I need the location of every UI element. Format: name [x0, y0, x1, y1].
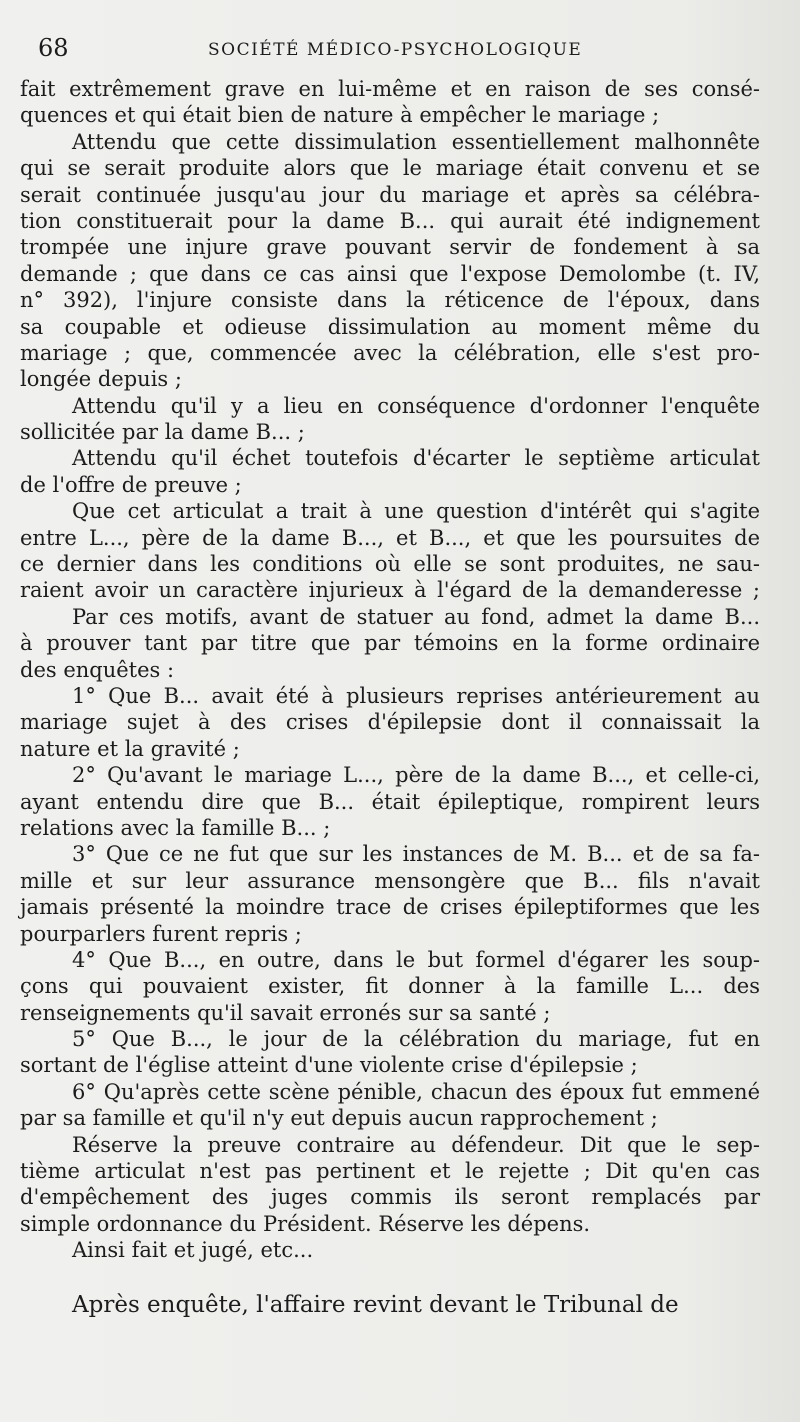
text-line: quences et qui était bien de nature à empêcher le mariage ; [20, 103, 660, 128]
text-line: mariage ; que, commencée avec la célébration, elle s'est pro- [20, 340, 760, 365]
final-line: Après enquête, l'affaire revint devant le Tribunal de [72, 1291, 679, 1318]
text-line: 3° Que ce ne fut que sur les instances de M. B... et de sa fa- [72, 842, 760, 867]
text-line: Par ces motifs, avant de statuer au fond, admet la dame B... [72, 604, 760, 629]
text-line: pourparlers furent repris ; [20, 921, 302, 946]
text-line: entre L..., père de la dame B..., et B..., et que les poursuites de [20, 525, 760, 550]
text-line: 5° Que B..., le jour de la célébration du mariage, fut en [72, 1027, 760, 1052]
running-head: SOCIÉTÉ MÉDICO-PSYCHOLOGIQUE [208, 40, 583, 60]
text-line: 4° Que B..., en outre, dans le but formel d'égarer les soup- [72, 947, 760, 972]
text-line: 6° Qu'après cette scène pénible, chacun des époux fut emmené [72, 1079, 760, 1104]
text-line: Attendu qu'il échet toutefois d'écarter le septième articulat [72, 446, 760, 471]
text-line: longée depuis ; [20, 367, 182, 392]
page-header [38, 30, 778, 70]
text-line: relations avec la famille B... ; [20, 815, 331, 840]
text-line: Que cet articulat a trait à une question d'intérêt qui s'agite [72, 499, 760, 524]
text-line: des enquêtes : [20, 657, 175, 682]
text-line: demande ; que dans ce cas ainsi que l'expose Demolombe (t. IV, [20, 261, 760, 286]
text-line: fait extrêmement grave en lui-même et en raison de ses consé- [20, 77, 760, 101]
text-line: mille et sur leur assurance mensongère que B... fils n'avait [20, 868, 760, 893]
page-number: 68 [38, 34, 69, 62]
text-line: trompée une injure grave pouvant servir de fondement à sa [20, 235, 760, 260]
text-line: simple ordonnance du Président. Réserve les dépens. [20, 1211, 591, 1236]
text-line: par sa famille et qu'il n'y eut depuis aucun rapprochement ; [20, 1106, 658, 1131]
text-line: d'empêchement des juges commis ils seront remplacés par [20, 1185, 760, 1210]
text-line: ayant entendu dire que B... était épileptique, rompirent leurs [20, 789, 760, 814]
body-text [20, 76, 760, 1320]
text-line: 1° Que B... avait été à plusieurs reprises antérieurement au [72, 683, 760, 708]
text-line: jamais présenté la moindre trace de crises épileptiformes que les [20, 895, 760, 920]
text-line: Attendu qu'il y a lieu en conséquence d'ordonner l'enquête [72, 393, 760, 418]
text-line: à prouver tant par titre que par témoins en la forme ordinaire [20, 631, 760, 656]
text-line: n° 392), l'injure consiste dans la réticence de l'époux, dans [20, 288, 760, 313]
text-line: renseignements qu'il savait erronés sur sa santé ; [20, 1000, 551, 1025]
text-line: Attendu que cette dissimulation essentiellement malhonnête [72, 129, 760, 154]
text-line: qui se serait produite alors que le mariage était convenu et se [20, 156, 760, 181]
text-line: Ainsi fait et jugé, etc... [72, 1238, 314, 1263]
text-line: sollicitée par la dame B... ; [20, 420, 305, 445]
text-line: çons qui pouvaient exister, fit donner à la famille L... des [20, 974, 760, 999]
text-line: 2° Qu'avant le mariage L..., père de la dame B..., et celle-ci, [72, 763, 760, 788]
text-line: tion constituerait pour la dame B... qui aurait été indignement [20, 208, 760, 233]
text-line: raient avoir un caractère injurieux à l'égard de la demanderesse ; [20, 578, 760, 603]
text-line: nature et la gravité ; [20, 736, 240, 761]
text-line: sortant de l'église atteint d'une violente crise d'épilepsie ; [20, 1053, 638, 1078]
text-line: sa coupable et odieuse dissimulation au moment même du [20, 314, 760, 339]
text-line: serait continuée jusqu'au jour du mariage et après sa célébra- [20, 182, 760, 207]
paragraph-gap [20, 1264, 760, 1290]
text-line: de l'offre de preuve ; [20, 472, 242, 497]
text-line: ce dernier dans les conditions où elle se sont produites, ne sau- [20, 552, 760, 577]
text-line: Réserve la preuve contraire au défendeur. Dit que le sep- [72, 1132, 760, 1157]
text-line: mariage sujet à des crises d'épilepsie dont il connaissait la [20, 710, 760, 735]
text-line: tième articulat n'est pas pertinent et le rejette ; Dit qu'en cas [20, 1159, 760, 1184]
